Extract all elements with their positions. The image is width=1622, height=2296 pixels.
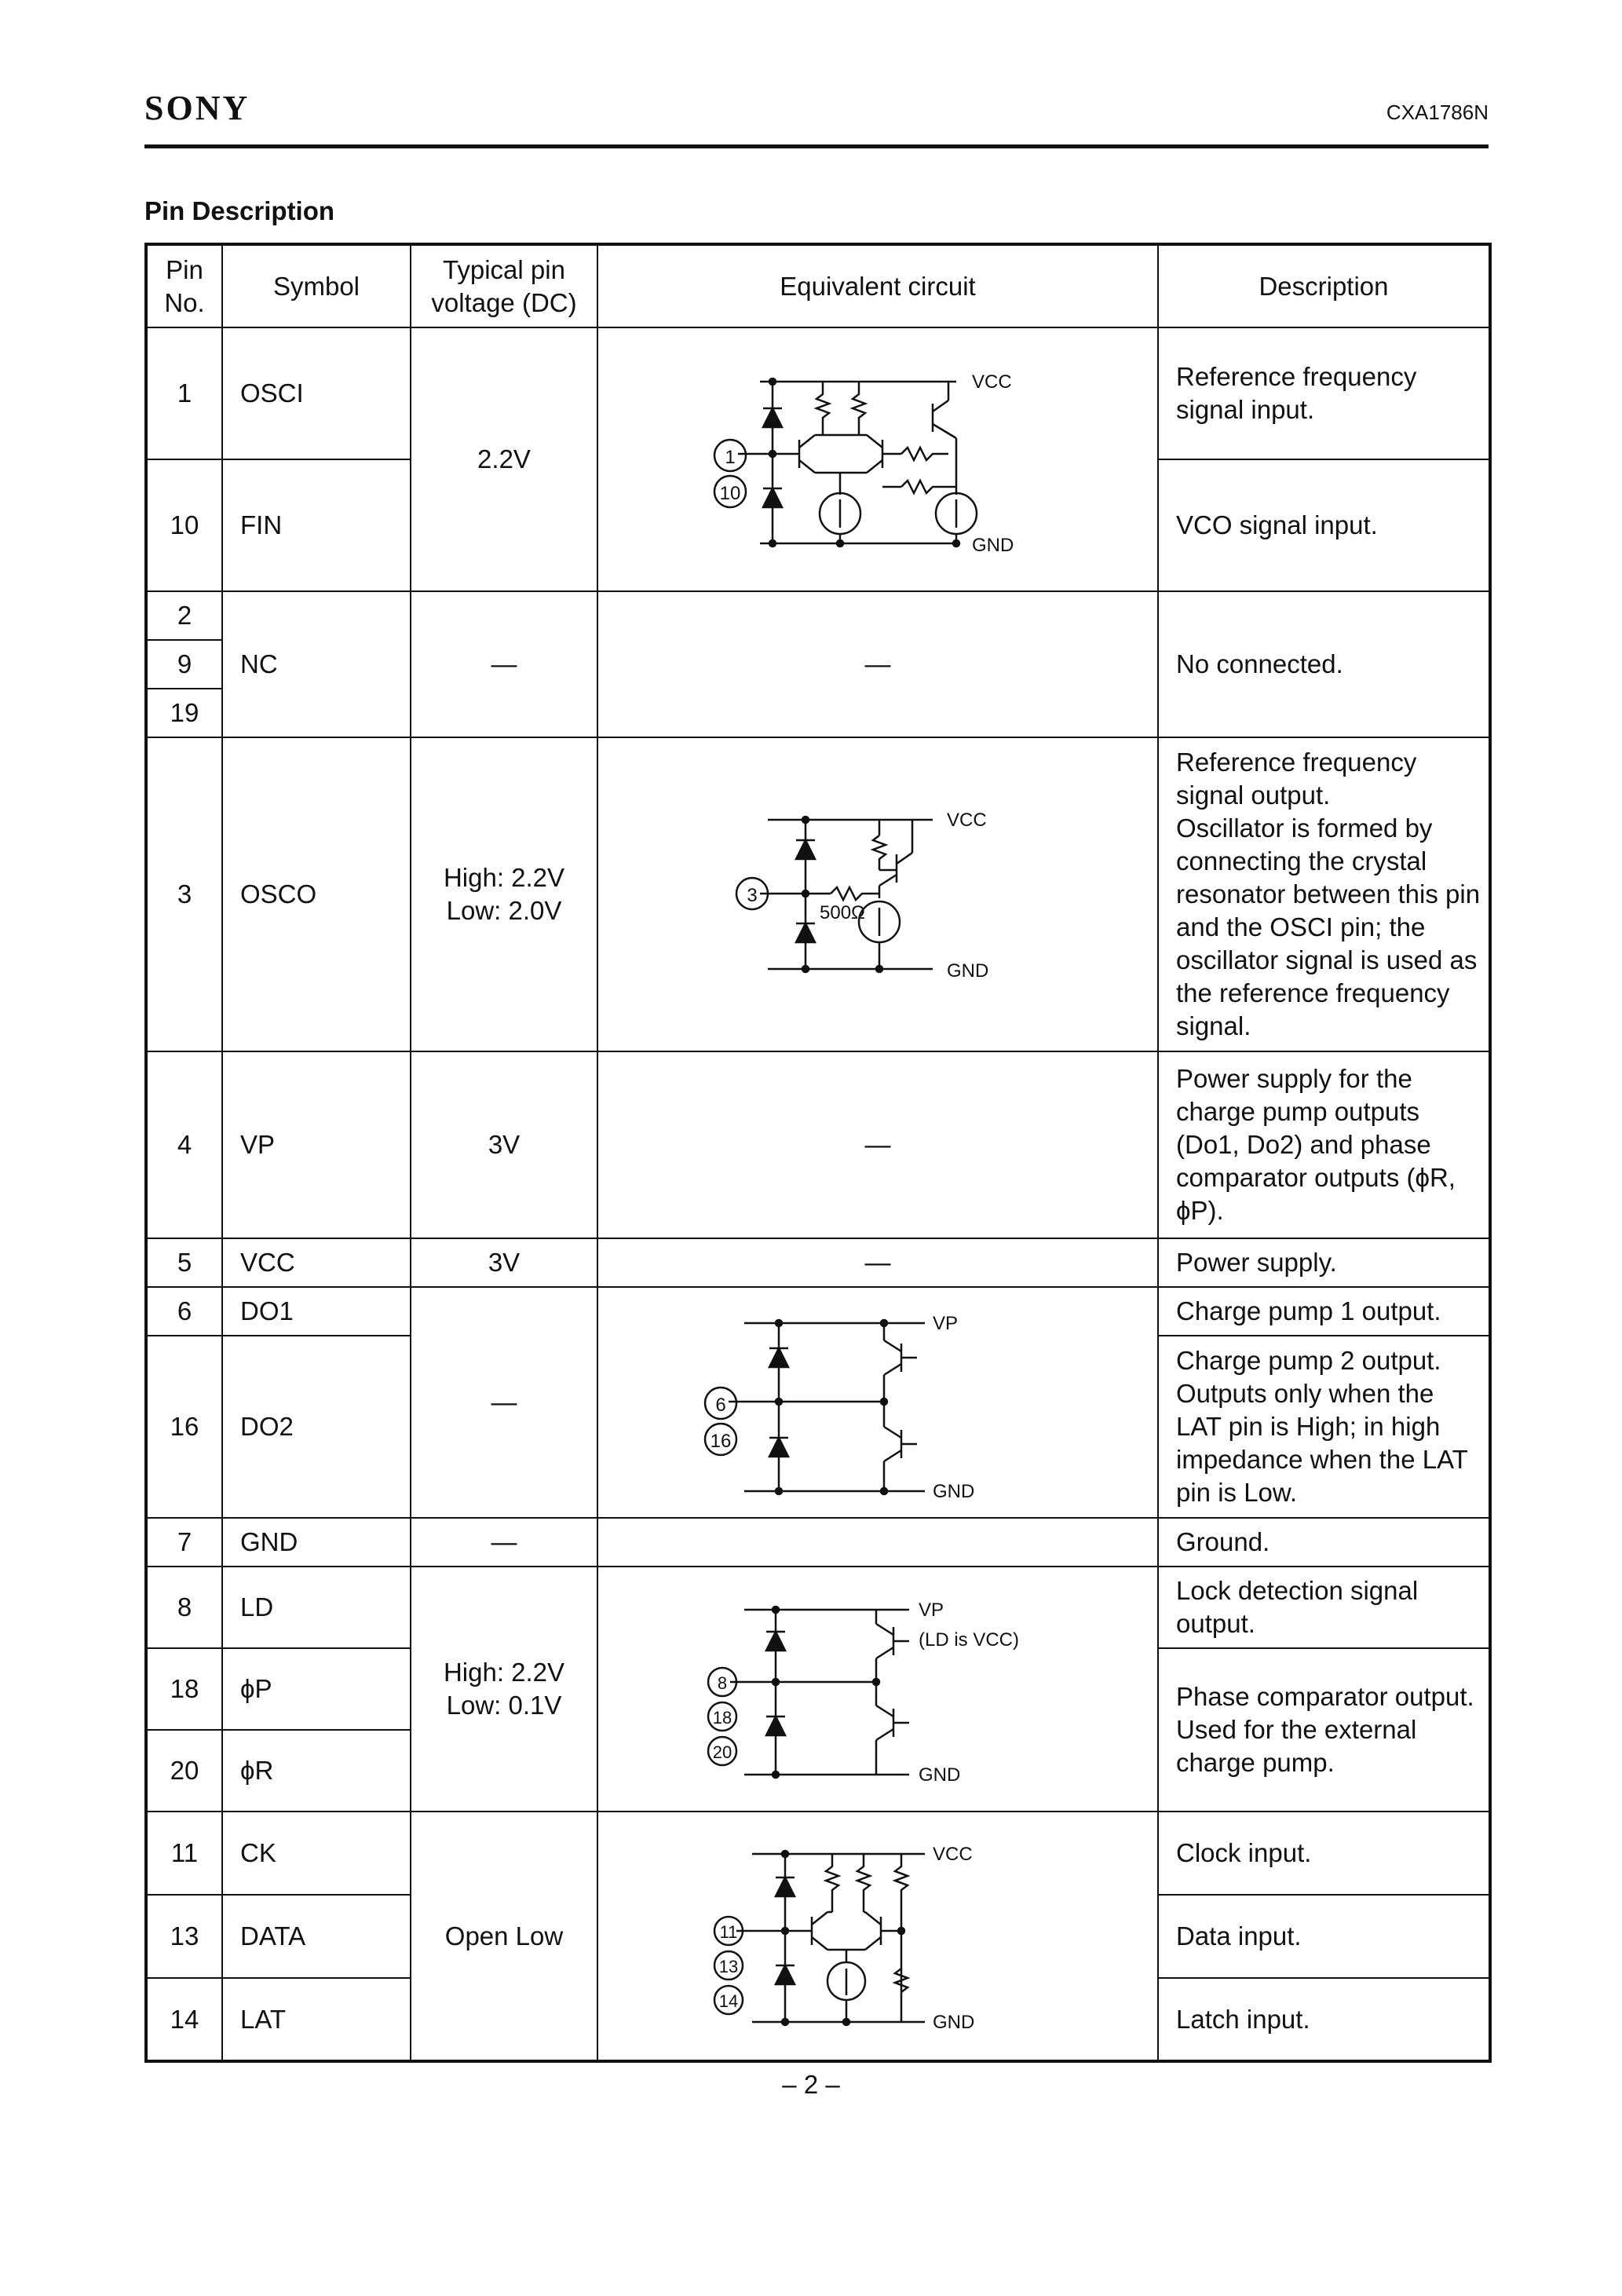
svg-text:20: 20 [712,1742,732,1762]
pin-number: 5 [146,1238,222,1287]
pin-description: VCO signal input. [1158,459,1490,591]
pin-symbol: DO1 [222,1287,411,1336]
svg-text:18: 18 [712,1708,732,1727]
pin-voltage: 2.2V [411,327,597,591]
svg-text:GND: GND [919,1764,961,1786]
pin-number: 19 [146,689,222,737]
pin-description: Latch input. [1158,1978,1490,2061]
pin-number: 2 [146,591,222,640]
part-number: CXA1786N [1386,101,1489,124]
svg-text:VP: VP [919,1600,944,1621]
pin-voltage: 3V [411,1238,597,1287]
svg-text:10: 10 [719,483,741,504]
section-title: Pin Description [144,196,335,225]
pin-symbol: LD [222,1567,411,1648]
circuit-diagram [697,1296,1058,1508]
pin-number: 3 [146,737,222,1051]
header-rule [144,144,1489,148]
svg-text:VCC: VCC [947,810,987,831]
pin-number: 16 [146,1336,222,1518]
svg-text:VCC: VCC [933,1843,973,1865]
svg-text:VP: VP [933,1313,959,1334]
pin-voltage: — [411,591,597,737]
equivalent-circuit-none: — [597,1051,1158,1238]
table-row [146,1812,1490,1895]
svg-text:16: 16 [710,1431,732,1452]
pin-number: 18 [146,1648,222,1730]
svg-text:6: 6 [715,1395,726,1416]
pin-description: Ground. [1158,1518,1490,1567]
table-row [146,1518,1490,1567]
equivalent-circuit-none: — [597,1238,1158,1287]
pin-symbol: DO2 [222,1336,411,1518]
svg-text:1: 1 [725,447,736,468]
col-header-symbol: Symbol [222,244,411,327]
svg-text:13: 13 [718,1956,739,1976]
pin-voltage: High: 2.2V Low: 0.1V [411,1567,597,1812]
pin-description: No connected. [1158,591,1490,737]
pin-description: Reference frequency signal output. Oscillator is formed by connecting the crystal resonator between this pin and the OSCI pin; the oscillator signal is used as the reference frequency signal. [1158,737,1490,1051]
equivalent-circuit-inputs [597,1812,1158,2061]
pin-symbol: LAT [222,1978,411,2061]
pin-number: 6 [146,1287,222,1336]
pin-number: 13 [146,1895,222,1978]
col-header-voltage: Typical pin voltage (DC) [411,244,597,327]
table-header-row [146,244,1490,327]
pin-voltage: — [411,1287,597,1518]
pin-number: 9 [146,640,222,689]
pin-description: Power supply for the charge pump outputs (Do1, Do2) and phase comparator outputs (ϕR, ϕP). [1158,1051,1490,1238]
svg-text:VCC: VCC [972,371,1012,393]
pin-description: Lock detection signal output. [1158,1567,1490,1648]
pin-number: 1 [146,327,222,459]
svg-text:8: 8 [717,1673,728,1693]
table-row [146,327,1490,459]
equivalent-circuit-ld-phase [597,1567,1158,1812]
equivalent-circuit-osci-fin [597,327,1158,591]
pin-number: 10 [146,459,222,591]
table-row [146,737,1490,1051]
equivalent-circuit-charge-pump [597,1287,1158,1518]
pin-symbol: ϕR [222,1730,411,1812]
pin-description: Clock input. [1158,1812,1490,1895]
pin-description: Phase comparator output. Used for the external charge pump. [1158,1648,1490,1812]
svg-text:500Ω: 500Ω [820,902,865,923]
pin-symbol: OSCI [222,327,411,459]
pin-symbol: DATA [222,1895,411,1978]
pin-number: 14 [146,1978,222,2061]
pin-voltage: High: 2.2V Low: 2.0V [411,737,597,1051]
svg-text:3: 3 [747,885,758,906]
page-number: – 2 – [782,2070,840,2099]
pin-symbol: GND [222,1518,411,1567]
svg-text:14: 14 [718,1991,739,2011]
pin-symbol: CK [222,1812,411,1895]
svg-text:GND: GND [933,2011,975,2033]
pin-symbol: FIN [222,459,411,591]
pin-number: 4 [146,1051,222,1238]
table-row [146,1051,1490,1238]
pin-symbol: OSCO [222,737,411,1051]
equivalent-circuit-empty [597,1518,1158,1567]
sony-logo: SONY [144,89,250,127]
pin-symbol: NC [222,591,411,737]
pin-description-table [144,243,1492,2063]
pin-number: 8 [146,1567,222,1648]
pin-description: Data input. [1158,1895,1490,1978]
pin-voltage: 3V [411,1051,597,1238]
circuit-diagram [697,345,1058,573]
col-header-pin: Pin No. [146,244,222,327]
col-header-description: Description [1158,244,1490,327]
svg-text:GND: GND [947,960,989,982]
pin-number: 7 [146,1518,222,1567]
pin-description: Charge pump 1 output. [1158,1287,1490,1336]
pin-symbol: VP [222,1051,411,1238]
equivalent-circuit-osco [597,737,1158,1051]
circuit-diagram [697,788,1058,1000]
table-row [146,591,1490,640]
svg-text:(LD is VCC): (LD is VCC) [919,1629,1020,1651]
pin-symbol: ϕP [222,1648,411,1730]
circuit-diagram [697,1583,1058,1795]
pin-voltage: Open Low [411,1812,597,2061]
col-header-circuit: Equivalent circuit [597,244,1158,327]
svg-text:GND: GND [972,535,1014,556]
pin-symbol: VCC [222,1238,411,1287]
table-row [146,1567,1490,1648]
pin-number: 20 [146,1730,222,1812]
svg-text:11: 11 [719,1921,738,1942]
table-row [146,1238,1490,1287]
pin-voltage: — [411,1518,597,1567]
pin-number: 11 [146,1812,222,1895]
pin-description: Power supply. [1158,1238,1490,1287]
pin-description: Charge pump 2 output. Outputs only when the LAT pin is High; in high impedance when the LAT pin is Low. [1158,1336,1490,1518]
table-row [146,1287,1490,1336]
circuit-diagram [697,1830,1058,2042]
svg-text:GND: GND [933,1481,975,1502]
pin-description: Reference frequency signal input. [1158,327,1490,459]
equivalent-circuit-none: — [597,591,1158,737]
